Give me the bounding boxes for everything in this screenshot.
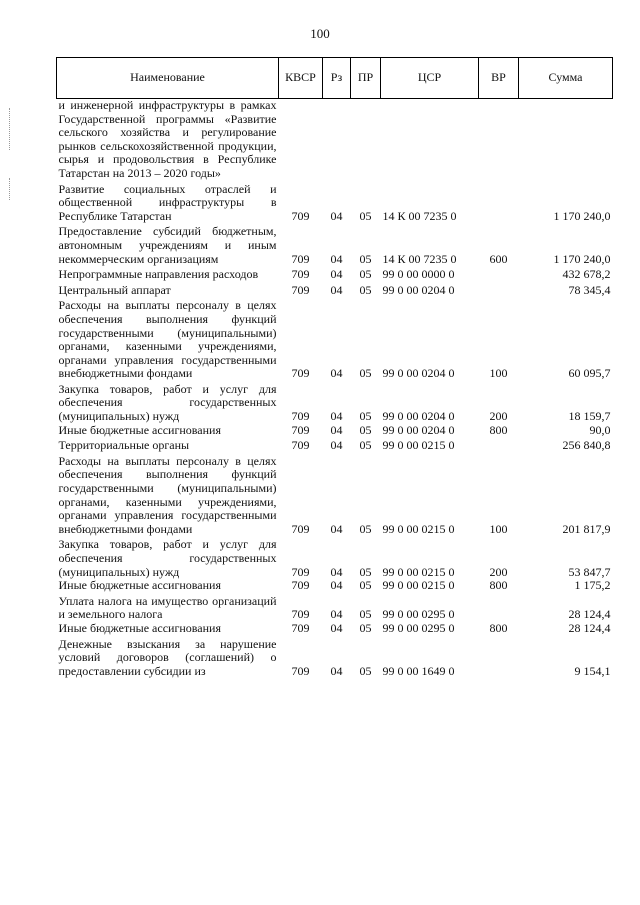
- table-row: [57, 181, 613, 224]
- row-vr: [479, 266, 519, 282]
- row-kvsr: 709: [291, 422, 310, 437]
- row-sum: 1 175,2: [574, 578, 611, 593]
- table-row: [57, 593, 613, 622]
- budget-table: [56, 57, 613, 678]
- row-name: Центральный аппарат: [58, 282, 171, 297]
- table-row: [57, 636, 613, 679]
- row-vr: 100: [489, 366, 508, 381]
- row-sum: 1 170 240,0: [553, 208, 611, 223]
- row-pr: [351, 99, 381, 181]
- row-rz: 04: [330, 607, 343, 622]
- row-sum: [519, 99, 613, 181]
- row-pr: 05: [359, 282, 372, 297]
- row-name: Закупка товаров, работ и услуг для обеспечения государственных (муниципальных) нужд: [58, 537, 277, 579]
- row-csr: 99 0 00 0295 0: [382, 607, 455, 622]
- row-pr: 05: [359, 251, 372, 266]
- row-rz: 04: [330, 208, 343, 223]
- row-vr: [479, 99, 519, 181]
- row-pr: 05: [359, 521, 372, 536]
- row-rz: 04: [330, 620, 343, 635]
- row-vr: 200: [489, 564, 508, 579]
- table-row: [57, 282, 613, 298]
- row-pr: 05: [359, 208, 372, 223]
- column-header-name: Наименование: [57, 58, 279, 99]
- row-kvsr: 709: [291, 564, 310, 579]
- row-pr: 05: [359, 267, 372, 282]
- row-vr: [479, 181, 519, 224]
- column-header-kvsr: КВСР: [279, 58, 323, 99]
- row-rz: 04: [330, 578, 343, 593]
- table-row: [57, 437, 613, 453]
- row-name: Развитие социальных отраслей и общественной инфраструктуры в Республике Татарстан: [58, 181, 277, 223]
- row-rz: 04: [330, 422, 343, 437]
- row-sum: 53 847,7: [568, 564, 611, 579]
- row-csr: 99 0 00 0204 0: [382, 282, 455, 297]
- row-vr: [479, 437, 519, 453]
- row-kvsr: 709: [291, 607, 310, 622]
- row-kvsr: 709: [291, 409, 310, 424]
- row-rz: 04: [330, 251, 343, 266]
- row-pr: 05: [359, 564, 372, 579]
- row-kvsr: 709: [291, 208, 310, 223]
- row-csr: 99 0 00 0204 0: [382, 422, 455, 437]
- column-header-csr: ЦСР: [381, 58, 479, 99]
- table-row: [57, 99, 613, 181]
- row-vr: 800: [489, 620, 508, 635]
- table-row: [57, 223, 613, 266]
- row-csr: 99 0 00 1649 0: [382, 663, 455, 678]
- row-sum: 432 678,2: [562, 267, 611, 282]
- row-kvsr: 709: [291, 251, 310, 266]
- row-csr: 99 0 00 0000 0: [382, 267, 455, 282]
- row-vr: [479, 593, 519, 622]
- row-rz: 04: [330, 663, 343, 678]
- row-rz: 04: [330, 267, 343, 282]
- row-csr: 99 0 00 0204 0: [382, 409, 455, 424]
- row-name: Расходы на выплаты персоналу в целях обеспечения выполнения функций государственными (муниципальными) органами, казенными учреждениями, органами управления государственными внебюджетными фондами: [58, 453, 277, 536]
- row-name: Иные бюджетные ассигнования: [58, 578, 221, 593]
- row-csr: 99 0 00 0215 0: [382, 578, 455, 593]
- row-kvsr: 709: [291, 620, 310, 635]
- row-csr: 14 К 00 7235 0: [382, 208, 457, 223]
- row-pr: 05: [359, 422, 372, 437]
- row-csr: 99 0 00 0295 0: [382, 620, 455, 635]
- row-vr: [479, 636, 519, 679]
- row-rz: 04: [330, 409, 343, 424]
- row-kvsr: 709: [291, 578, 310, 593]
- table-row: [57, 381, 613, 424]
- column-header-vr: ВР: [479, 58, 519, 99]
- row-kvsr: [279, 99, 323, 181]
- row-kvsr: 709: [291, 282, 310, 297]
- column-header-sum: Сумма: [519, 58, 613, 99]
- column-header-pr: ПР: [351, 58, 381, 99]
- row-csr: 99 0 00 0215 0: [382, 521, 455, 536]
- row-name: Непрограммные направления расходов: [58, 267, 259, 282]
- row-vr: 600: [489, 251, 508, 266]
- row-sum: 90,0: [589, 422, 611, 437]
- row-name: Иные бюджетные ассигнования: [58, 620, 221, 635]
- row-csr: 99 0 00 0215 0: [382, 564, 455, 579]
- row-sum: 256 840,8: [562, 438, 611, 453]
- row-pr: 05: [359, 620, 372, 635]
- row-sum: 28 124,4: [568, 607, 611, 622]
- row-rz: 04: [330, 282, 343, 297]
- row-kvsr: 709: [291, 438, 310, 453]
- page-number: 100: [310, 26, 330, 41]
- row-rz: 04: [330, 521, 343, 536]
- row-pr: 05: [359, 409, 372, 424]
- row-rz: [323, 99, 351, 181]
- table-row: [57, 266, 613, 282]
- row-pr: 05: [359, 438, 372, 453]
- row-pr: 05: [359, 607, 372, 622]
- row-sum: 9 154,1: [574, 663, 611, 678]
- row-name: Территориальные органы: [58, 438, 190, 453]
- table-row: [57, 453, 613, 537]
- table-header-row: [57, 58, 613, 99]
- row-name: Уплата налога на имущество организаций и земельного налога: [58, 593, 277, 622]
- row-name: Закупка товаров, работ и услуг для обеспечения государственных (муниципальных) нужд: [58, 381, 277, 424]
- table-row: [57, 622, 613, 636]
- row-sum: 60 095,7: [568, 366, 611, 381]
- table-row: [57, 579, 613, 593]
- row-kvsr: 709: [291, 267, 310, 282]
- column-header-rz: Рз: [323, 58, 351, 99]
- row-rz: 04: [330, 564, 343, 579]
- binding-mark: [9, 108, 10, 150]
- row-kvsr: 709: [291, 521, 310, 536]
- row-vr: 800: [489, 578, 508, 593]
- row-csr: 14 К 00 7235 0: [382, 251, 457, 266]
- row-pr: 05: [359, 366, 372, 381]
- row-name: Предоставление субсидий бюджетным, автономным учреждениям и иным некоммерческим организациям: [58, 224, 277, 266]
- row-sum: 78 345,4: [568, 282, 611, 297]
- row-csr: 99 0 00 0215 0: [382, 438, 455, 453]
- table-row: [57, 297, 613, 381]
- table-row: [57, 424, 613, 438]
- row-rz: 04: [330, 366, 343, 381]
- row-pr: 05: [359, 578, 372, 593]
- binding-mark: [9, 178, 10, 200]
- row-kvsr: 709: [291, 663, 310, 678]
- table-row: [57, 536, 613, 579]
- row-vr: 800: [489, 422, 508, 437]
- row-rz: 04: [330, 438, 343, 453]
- row-vr: 100: [489, 521, 508, 536]
- row-sum: 28 124,4: [568, 620, 611, 635]
- row-sum: 18 159,7: [568, 409, 611, 424]
- row-name: и инженерной инфраструктуры в рамках Государственной программы «Развитие сельского хозяйства и регулирование рынков сельскохозяйственной продукции, сырья и продовольствия в Республике Татарстан на 2013 – 2020 годы»: [58, 98, 277, 180]
- row-csr: 99 0 00 0204 0: [382, 366, 455, 381]
- row-vr: 200: [489, 409, 508, 424]
- row-pr: 05: [359, 663, 372, 678]
- row-sum: 201 817,9: [562, 521, 611, 536]
- row-kvsr: 709: [291, 366, 310, 381]
- row-sum: 1 170 240,0: [553, 251, 611, 266]
- row-csr: [381, 99, 479, 181]
- row-vr: [479, 282, 519, 298]
- row-name: Иные бюджетные ассигнования: [58, 422, 221, 437]
- row-name: Денежные взыскания за нарушение условий договоров (соглашений) о предоставлении субсидии из: [58, 636, 277, 678]
- row-name: Расходы на выплаты персоналу в целях обеспечения выполнения функций государственными (муниципальными) органами, казенными учреждениями, органами управления государственными внебюджетными фондами: [58, 298, 277, 381]
